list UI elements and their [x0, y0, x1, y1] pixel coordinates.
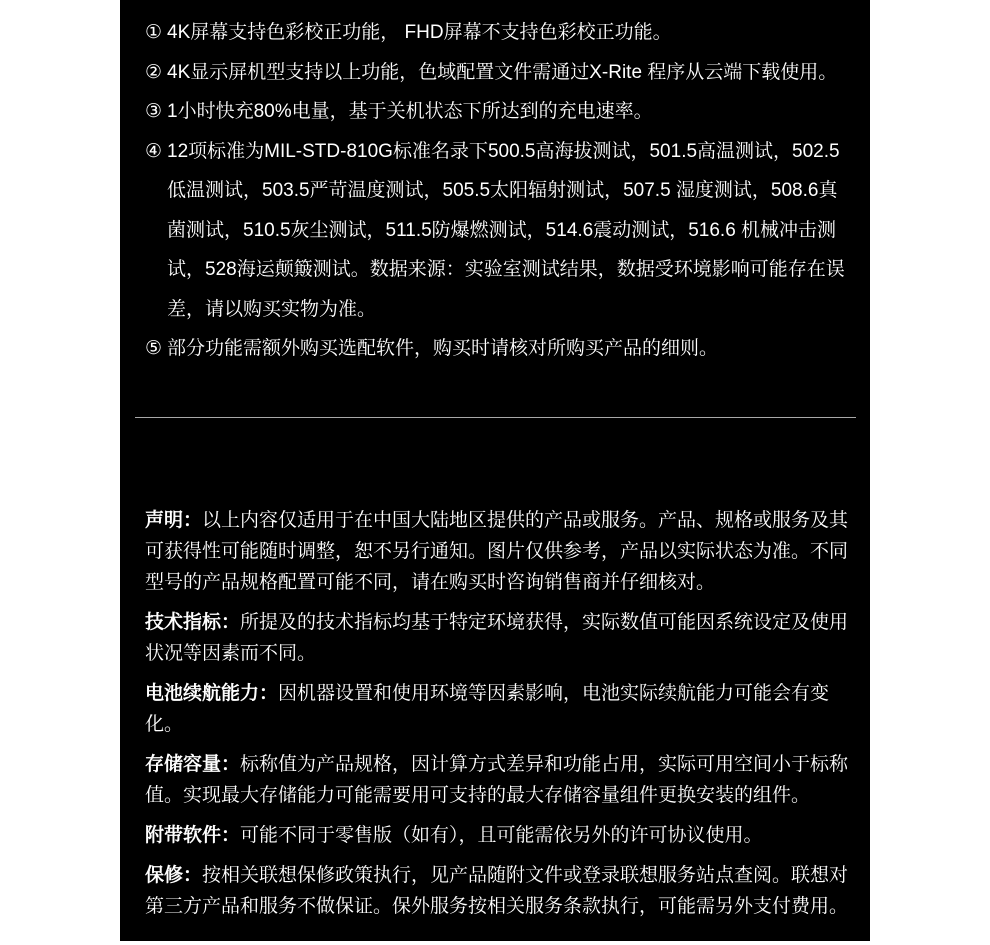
disclaimer-label: 电池续航能力： [145, 682, 279, 704]
disclaimer-text: 以上内容仅适用于在中国大陆地区提供的产品或服务。产品、规格或服务及其可获得性可能随时调整，恕不另行通知。图片仅供参考，产品以实际状态为准。不同型号的产品规格配置可能不同，请在购买时咨询销售商并仔细核对。 [145, 509, 849, 593]
disclaimer-label: 声明： [145, 509, 203, 531]
disclaimer-paragraph-tech-specs [145, 607, 856, 669]
disclaimer-paragraph-statement [145, 505, 856, 598]
footnote-item [145, 329, 856, 369]
footnote-marker: ③ [145, 101, 163, 122]
footnote-text: 12项标准为MIL-STD-810G标准名录下500.5高海拔测试，501.5高温测试，502.5低温测试，503.5严苛温度测试，505.5太阳辐射测试，507.5 湿度测试，508.6真菌测试，510.5灰尘测试，511.5防爆燃测试，514.6震动测试，516.6 机械冲击测试，528海运颠簸测试。数据来源：实验室测试结果，数据受环境影响可能存在误差，请以购买实物为准。 [167, 140, 845, 320]
footnote-marker: ⑤ [145, 338, 163, 359]
footnote-marker: ② [145, 61, 163, 83]
footnote-text: 1小时快充80%电量，基于关机状态下所达到的充电速率。 [167, 101, 653, 122]
footnote-list [120, 0, 870, 369]
footnote-item [145, 132, 856, 330]
disclaimer-text: 按相关联想保修政策执行，见产品随附文件或登录联想服务站点查阅。联想对第三方产品和服务不做保证。保外服务按相关服务条款执行，可能需另外支付费用。 [145, 864, 849, 917]
disclaimer-panel [120, 0, 870, 941]
disclaimer-paragraph-bundled-software [145, 820, 856, 851]
footnote-marker: ① [145, 22, 163, 43]
disclaimer-text: 可能不同于零售版（如有），且可能需依另外的许可协议使用。 [240, 824, 763, 846]
disclaimer-section [120, 418, 870, 922]
disclaimer-label: 保修： [145, 864, 203, 886]
footnote-item [145, 13, 856, 53]
disclaimer-paragraph-warranty [145, 860, 856, 922]
footnote-text: 4K显示屏机型支持以上功能，色域配置文件需通过X-Rite 程序从云端下载使用。 [167, 61, 838, 83]
disclaimer-label: 附带软件： [145, 824, 241, 846]
footnote-item [145, 53, 856, 93]
disclaimer-text: 标称值为产品规格，因计算方式差异和功能占用，实际可用空间小于标称值。实现最大存储能力可能需要用可支持的最大存储容量组件更换安装的组件。 [145, 753, 849, 806]
footnote-text: 4K屏幕支持色彩校正功能， FHD屏幕不支持色彩校正功能。 [167, 22, 672, 43]
footnote-marker: ④ [145, 140, 163, 162]
disclaimer-text: 所提及的技术指标均基于特定环境获得，实际数值可能因系统设定及使用状况等因素而不同。 [145, 611, 849, 664]
disclaimer-text: 因机器设置和使用环境等因素影响，电池实际续航能力可能会有变化。 [145, 682, 830, 735]
disclaimer-label: 存储容量： [145, 753, 241, 775]
footnote-item [145, 92, 856, 132]
disclaimer-paragraph-battery-life [145, 678, 856, 740]
disclaimer-label: 技术指标： [145, 611, 241, 633]
footnote-text: 部分功能需额外购买选配软件，购买时请核对所购买产品的细则。 [167, 338, 719, 359]
disclaimer-paragraph-storage-capacity [145, 749, 856, 811]
